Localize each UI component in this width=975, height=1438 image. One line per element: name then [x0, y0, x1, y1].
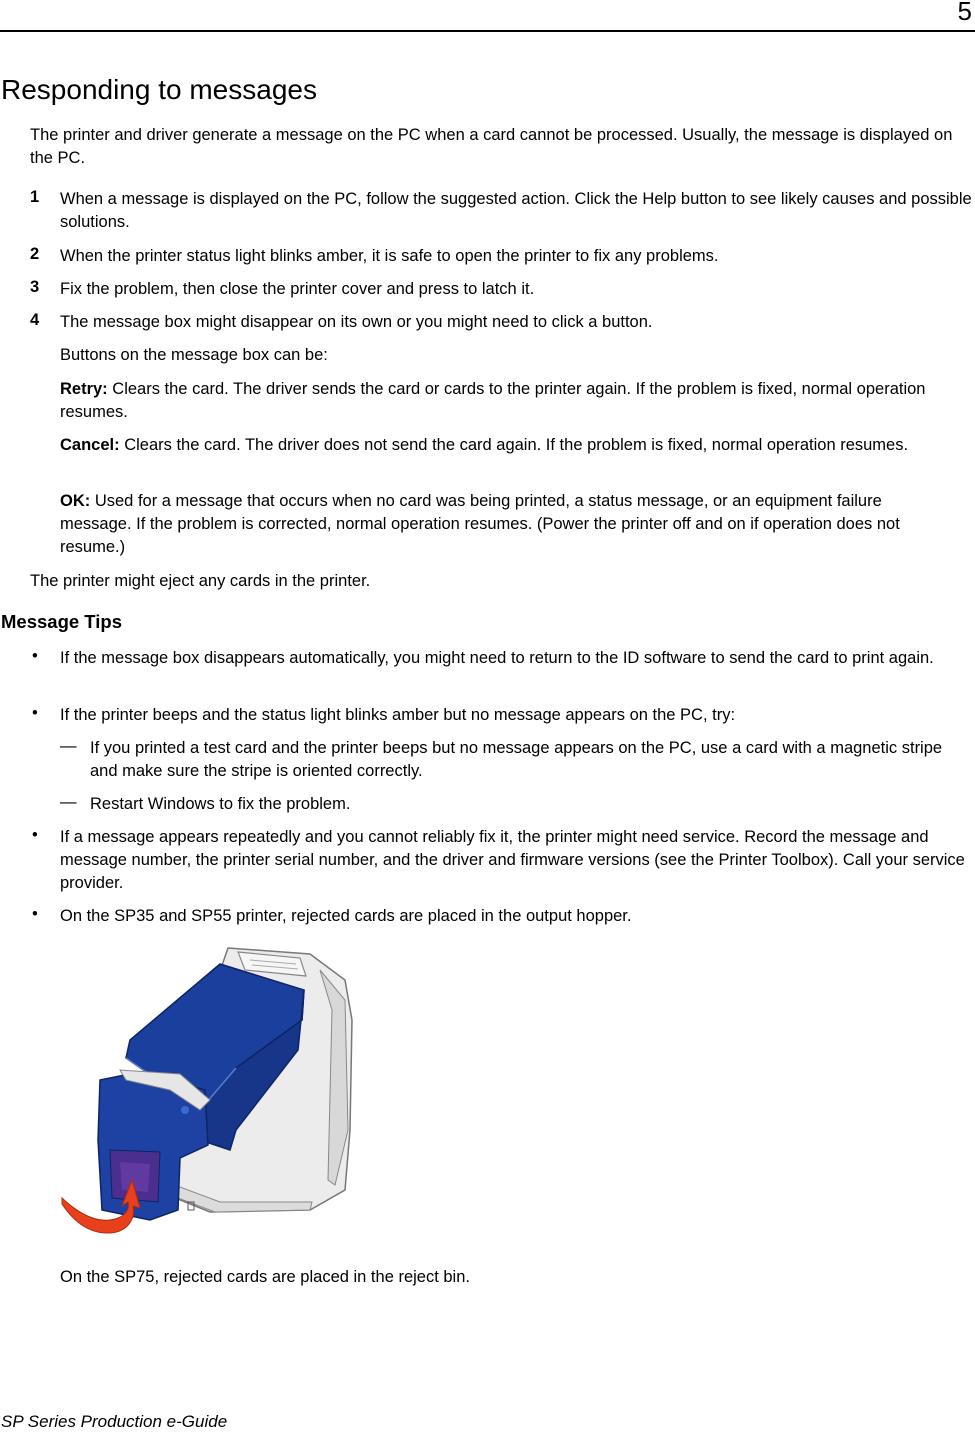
page-number: 5: [957, 0, 972, 26]
step-text: Fix the problem, then close the printer cover and press to latch it.: [60, 280, 535, 298]
page-title: Responding to messages: [1, 74, 317, 105]
button-label: Retry:: [60, 380, 108, 398]
step-number: 4: [30, 311, 40, 329]
intro-paragraph: The printer and driver generate a message on the PC when a card cannot be processed. Usually, the message is displayed on the PC.: [30, 126, 953, 167]
bullet: •: [32, 647, 38, 665]
dash: —: [60, 737, 77, 755]
step-number: 1: [30, 188, 40, 206]
bullet: •: [32, 704, 38, 722]
step-text: When a message is displayed on the PC, follow the suggested action. Click the Help button to see likely causes and possible solutions.: [60, 190, 972, 231]
step-text: When the printer status light blinks amber, it is safe to open the printer to fix any problems.: [60, 247, 719, 265]
button-text: Clears the card. The driver does not send the card again. If the problem is fixed, normal operation resumes.: [124, 436, 909, 454]
button-desc-ok: [60, 490, 955, 559]
eject-note: The printer might eject any cards in the printer.: [30, 572, 371, 590]
tips-heading: Message Tips: [1, 611, 122, 632]
button-label: Cancel:: [60, 436, 120, 454]
button-text: Clears the card. The driver sends the card or cards to the printer again. If the problem is fixed, normal operation resumes.: [60, 380, 926, 421]
button-desc-retry: [60, 378, 970, 424]
footer: SP Series Production e-Guide: [1, 1412, 228, 1431]
printer-output-hopper-illustration: [60, 940, 360, 1240]
subtip-item: Restart Windows to fix the problem.: [90, 795, 351, 813]
sp75-note: On the SP75, rejected cards are placed in the reject bin.: [60, 1268, 470, 1286]
bullet: •: [32, 826, 38, 844]
subtip-item: If you printed a test card and the printer beeps but no message appears on the PC, use a card with a magnetic stripe and make sure the stripe is oriented correctly.: [90, 739, 943, 780]
tip-item: On the SP35 and SP55 printer, rejected cards are placed in the output hopper.: [60, 907, 632, 925]
bullet: •: [32, 905, 38, 923]
step-number: 3: [30, 278, 40, 296]
dash: —: [60, 793, 77, 811]
button-desc-cancel: [60, 434, 955, 457]
tip-item: If the message box disappears automatically, you might need to return to the ID software to send the card to print again.: [60, 649, 934, 667]
step-text: The message box might disappear on its own or you might need to click a button.: [60, 313, 653, 331]
tip-item: If a message appears repeatedly and you cannot reliably fix it, the printer might need service. Record the message and message number, the printer serial number, and the driver and firmware versions (see the Printer Toolbox). Call your service provider.: [60, 828, 965, 892]
tip-item: If the printer beeps and the status light blinks amber but no message appears on the PC, try:: [60, 706, 736, 724]
header-rule: [0, 30, 975, 32]
button-label: OK:: [60, 492, 91, 510]
button-text: Used for a message that occurs when no card was being printed, a status message, or an equipment failure message. If the problem is corrected, normal operation resumes. (Power the printer off and on if operation does not resume.): [60, 492, 900, 556]
step-number: 2: [30, 245, 40, 263]
buttons-intro: Buttons on the message box can be:: [60, 346, 328, 364]
